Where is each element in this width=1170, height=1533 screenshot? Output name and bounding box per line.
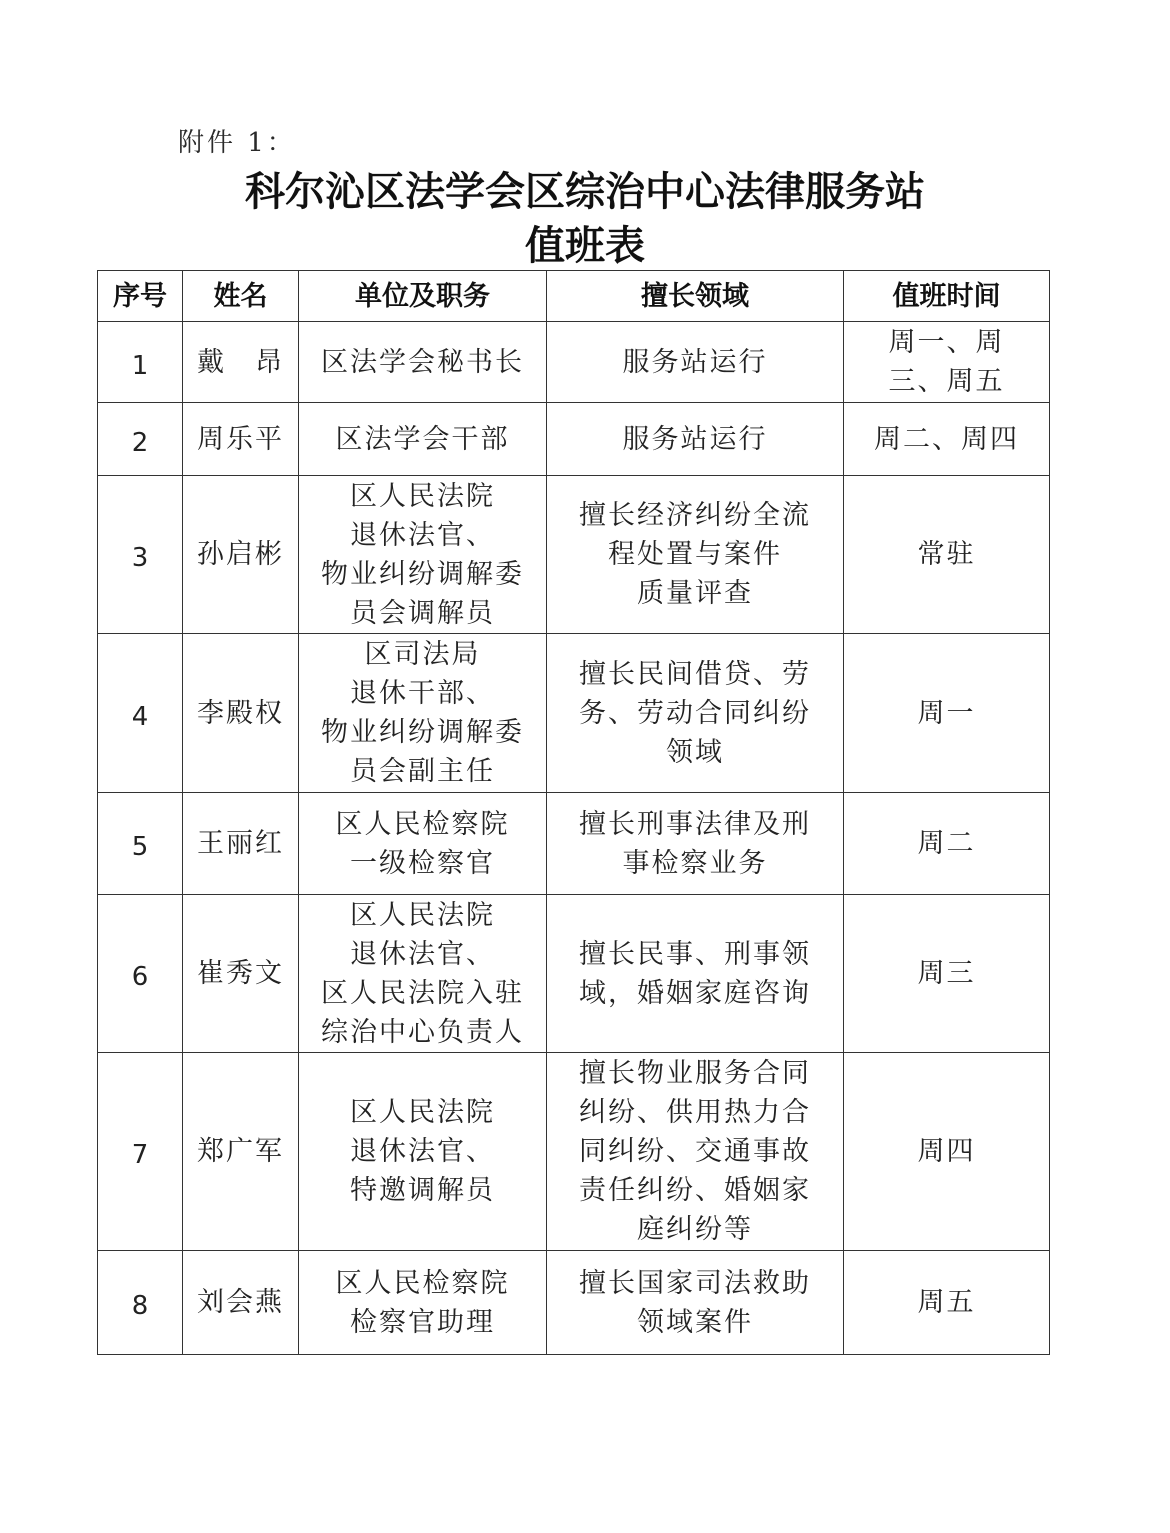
cell-unit: 区人民法院 退休法官、 物业纠纷调解委 员会调解员 <box>299 476 547 634</box>
cell-expertise: 服务站运行 <box>547 403 844 476</box>
table-row <box>98 793 1050 895</box>
cell-unit: 区法学会秘书长 <box>299 322 547 403</box>
attachment-label: 附件 1： <box>178 128 296 158</box>
cell-seq: 3 <box>98 476 183 634</box>
cell-time: 周三 <box>844 895 1050 1053</box>
cell-unit: 区人民法院 退休法官、 特邀调解员 <box>299 1053 547 1251</box>
cell-name: 刘会燕 <box>183 1251 299 1355</box>
table-row <box>98 634 1050 793</box>
table-header-row <box>98 271 1050 322</box>
cell-expertise: 擅长刑事法律及刑 事检察业务 <box>547 793 844 895</box>
cell-time: 周一 <box>844 634 1050 793</box>
page-subtitle: 值班表 <box>525 222 645 269</box>
cell-expertise: 擅长经济纠纷全流 程处置与案件 质量评查 <box>547 476 844 634</box>
header-name: 姓名 <box>183 271 299 322</box>
table-row <box>98 322 1050 403</box>
cell-unit: 区司法局 退休干部、 物业纠纷调解委 员会副主任 <box>299 634 547 793</box>
table-row <box>98 895 1050 1053</box>
cell-unit: 区法学会干部 <box>299 403 547 476</box>
header-expertise: 擅长领域 <box>547 271 844 322</box>
cell-name: 王丽红 <box>183 793 299 895</box>
table-row <box>98 1053 1050 1251</box>
cell-time: 周五 <box>844 1251 1050 1355</box>
cell-time: 周二 <box>844 793 1050 895</box>
cell-seq: 5 <box>98 793 183 895</box>
cell-seq: 1 <box>98 322 183 403</box>
cell-name: 郑广军 <box>183 1053 299 1251</box>
page-title: 科尔沁区法学会区综治中心法律服务站 <box>245 168 925 215</box>
cell-name: 戴 昂 <box>183 322 299 403</box>
table-row <box>98 403 1050 476</box>
cell-name: 孙启彬 <box>183 476 299 634</box>
table-row <box>98 1251 1050 1355</box>
cell-time: 周四 <box>844 1053 1050 1251</box>
duty-table <box>97 270 1050 1355</box>
cell-expertise: 服务站运行 <box>547 322 844 403</box>
header-seq: 序号 <box>98 271 183 322</box>
cell-seq: 8 <box>98 1251 183 1355</box>
cell-seq: 7 <box>98 1053 183 1251</box>
cell-unit: 区人民检察院 检察官助理 <box>299 1251 547 1355</box>
cell-name: 周乐平 <box>183 403 299 476</box>
cell-expertise: 擅长民事、刑事领 域，婚姻家庭咨询 <box>547 895 844 1053</box>
cell-unit: 区人民法院 退休法官、 区人民法院入驻 综治中心负责人 <box>299 895 547 1053</box>
cell-name: 崔秀文 <box>183 895 299 1053</box>
cell-expertise: 擅长民间借贷、劳 务、劳动合同纠纷 领域 <box>547 634 844 793</box>
cell-unit: 区人民检察院 一级检察官 <box>299 793 547 895</box>
cell-seq: 6 <box>98 895 183 1053</box>
header-time: 值班时间 <box>844 271 1050 322</box>
cell-seq: 2 <box>98 403 183 476</box>
table-row <box>98 476 1050 634</box>
header-unit: 单位及职务 <box>299 271 547 322</box>
cell-time: 周二、周四 <box>844 403 1050 476</box>
cell-time: 周一、周 三、周五 <box>844 322 1050 403</box>
cell-expertise: 擅长国家司法救助 领域案件 <box>547 1251 844 1355</box>
cell-seq: 4 <box>98 634 183 793</box>
cell-expertise: 擅长物业服务合同 纠纷、供用热力合 同纠纷、交通事故 责任纠纷、婚姻家 庭纠纷等 <box>547 1053 844 1251</box>
cell-name: 李殿权 <box>183 634 299 793</box>
cell-time: 常驻 <box>844 476 1050 634</box>
